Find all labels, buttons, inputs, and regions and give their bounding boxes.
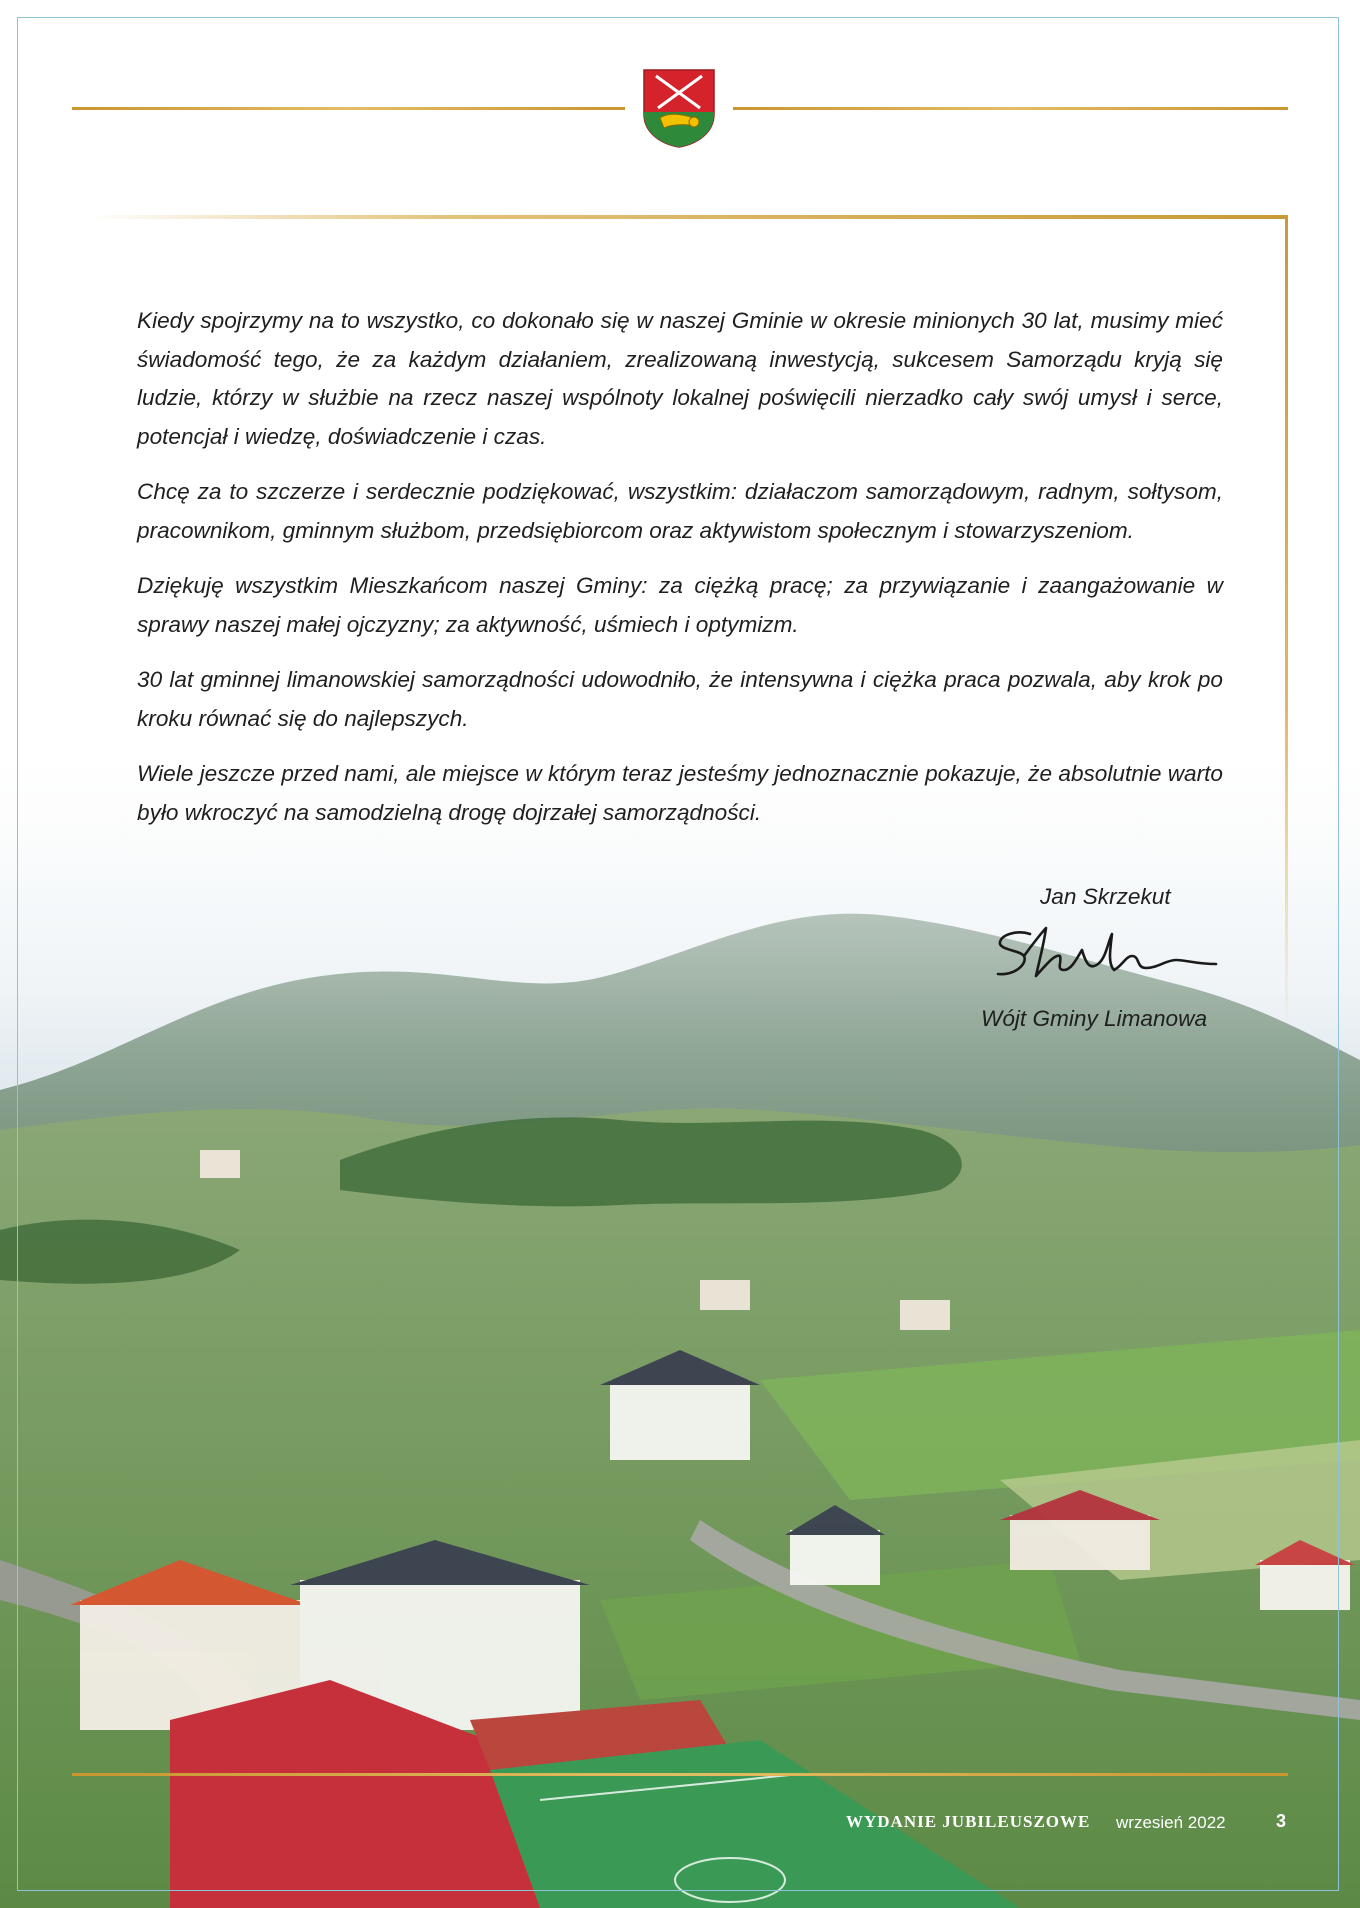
letter-paragraph: Chcę za to szczerze i serdecznie podziękować, wszystkim: działaczom samorządowym, radnym, sołtysom, pracownikom, gminnym służbom, przedsiębiorcom oraz aktywistom społecznym i stowarzyszeniom.: [137, 479, 1223, 543]
letter-paragraph: Wiele jeszcze przed nami, ale miejsce w którym teraz jesteśmy jednoznacznie pokazuje, że absolutnie warto było wkroczyć na samodzielną drogę dojrzałej samorządności.: [137, 761, 1223, 825]
signatory-name: Jan Skrzekut: [1040, 884, 1171, 909]
coat-of-arms-icon: [642, 68, 716, 148]
letter-paragraph: 30 lat gminnej limanowskiej samorządności udowodniło, że intensywna i ciężka praca pozwala, aby krok po kroku równać się do najlepszych.: [137, 667, 1223, 731]
letter-frame-right: [1285, 215, 1288, 1035]
footer-edition-label: WYDANIE JUBILEUSZOWE: [846, 1812, 1091, 1831]
header-rule-left: [72, 107, 625, 110]
footer-rule: [72, 1773, 1288, 1776]
signatory-title: Wójt Gminy Limanowa: [981, 1006, 1208, 1031]
footer-date: wrzesień 2022: [1116, 1813, 1226, 1832]
letter-body: [137, 302, 1223, 849]
page-number: 3: [1276, 1811, 1287, 1831]
letter-frame-top: [90, 215, 1288, 219]
letter-paragraph: Dziękuję wszystkim Mieszkańcom naszej Gminy: za ciężką pracę; za przywiązanie i zaangażowanie w sprawy naszej małej ojczyzny; za aktywność, uśmiech i optymizm.: [137, 573, 1223, 637]
letter-paragraph: Kiedy spojrzymy na to wszystko, co dokonało się w naszej Gminie w okresie minionych 30 lat, musimy mieć świadomość tego, że za każdym działaniem, zrealizowaną inwestycją, sukcesem Samorządu kryją się ludzie, którzy w służbie na rzecz naszej wspólnoty lokalnej poświęcili nierzadko cały swój umysł i serce, potencjał i wiedzę, doświadczenie i czas.: [137, 308, 1223, 449]
header-rule-right: [733, 107, 1288, 110]
handwritten-signature: [990, 920, 1220, 984]
